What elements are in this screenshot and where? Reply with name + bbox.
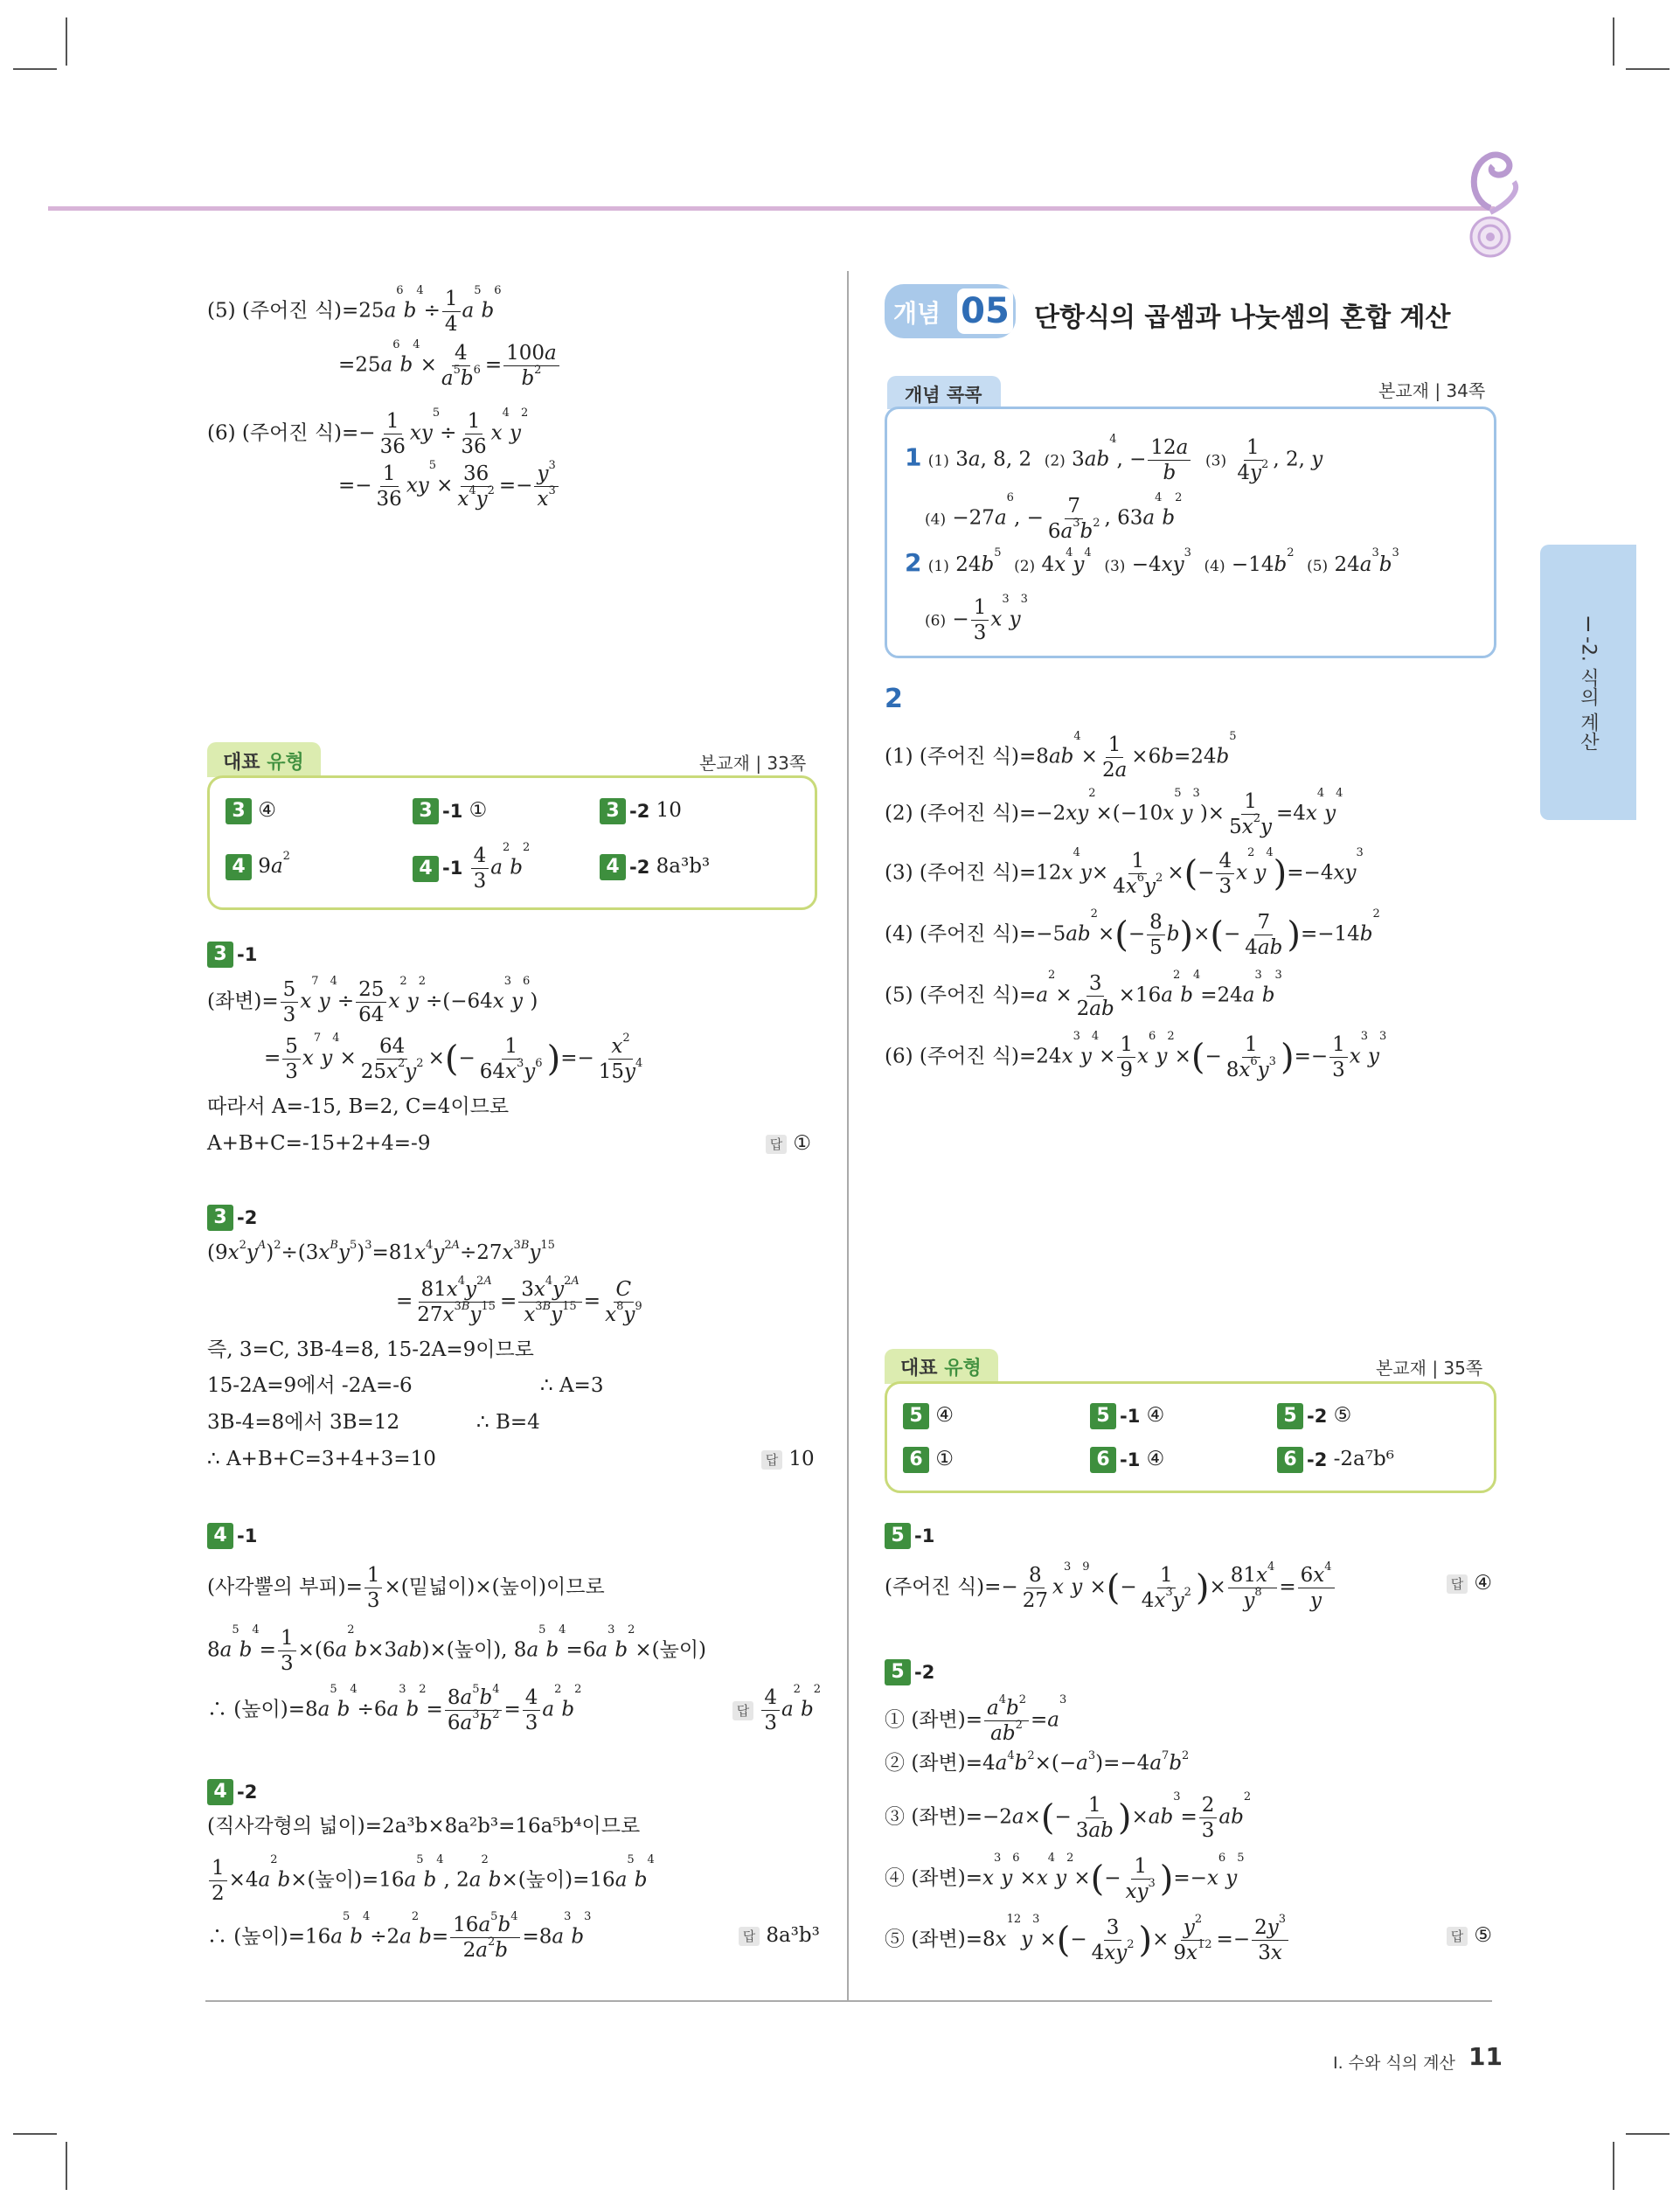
problem-4-2-line3: ∴ (높이)$=16a^5b^4\div 2a^2b=$ $\frac{16a^5b^4}{2a^2b}$ $=8a^3b^3$ [207, 1910, 592, 1963]
kokkok-title: 개념 콕콕 [905, 385, 982, 406]
problem-3-2-line3: 즉, 3=C, 3B-4=8, 15-2A=9이므로 [207, 1338, 534, 1361]
problem-3-1-answer: 답 ① [766, 1134, 811, 1154]
problem-3-2-line2: = $\frac{81x^4y^{2A}}{27x^{3B}y^{15}}$ = $\frac{3x^4y^{2A}}{x^{3B}y^{15}}$ = $\frac{C}{x^8y^9}$ [396, 1275, 642, 1327]
concept-item-2-6: (6) − $\frac{1}{3}$ $x^3y^3$ [925, 593, 1028, 645]
problem-5-2-answer: 답 ⑤ [1447, 1926, 1492, 1946]
problem-5-1-line1: (주어진 식)=− $\frac{8}{27}$ $x^3y^9\times(-$ $\frac{1}{4x^3y^2}$ )× $\frac{81x^4}{y^8}$ = $\frac{6x^4}{y}$ [885, 1565, 1336, 1611]
solution-2-5: (5) (주어진 식)$=a^2\times$ $\frac{3}{2ab}$ $\times 16a^2b^4=24a^3b^3$ [885, 969, 1282, 1021]
solution-2-2: (2) (주어진 식)$=-2xy^2\times(-10x^5y^3)\times$ $\frac{1}{5x^2y}$ $=4x^4y^4$ [885, 787, 1343, 839]
answer-6-1: 6 -1 ④ [1090, 1447, 1164, 1473]
problem-3-2-line4b: ∴ A=3 [540, 1374, 604, 1397]
problem-3-2-line4: 15-2A=9에서 -2A=-6 [207, 1374, 413, 1397]
problem-3-2-line5: 3B-4=8에서 3B=12 [207, 1411, 400, 1434]
concept-item-2: 2 (1) $24b^5$ (2) $4x^4y^4$ $(3) -4xy^3$ $(4) -14b^2$ (5) $24a^3b^3$ [905, 546, 1399, 577]
answer-4-1: 4 -1 $\frac{4}{3}$ $a^2b^2$ [413, 845, 530, 892]
answer-5-2: 5 -2 ⑤ [1277, 1403, 1351, 1429]
concept-item-1: 1 (1) 3a, 8, 2 (2) $3ab^4$, − $\frac{12a}{b}$ (3) $\frac{1}{4y^2}$ , 2, y [905, 433, 1323, 485]
problem-3-2-answer: 답 10 [761, 1449, 815, 1470]
problem-5-2-line1: ① (좌변)= $\frac{a^4b^2}{ab^2}$ $=a^3$ [885, 1693, 1067, 1746]
problem-4-2-header: 4 -2 [207, 1779, 257, 1805]
problem-5-1-header: 5 -1 [885, 1523, 934, 1549]
problem-5-2-line3: ③ (좌변)=−2a×(− $\frac{1}{3ab}$ )$\times ab^3=$ $\frac{2}{3}$ $ab^2$ [885, 1790, 1252, 1843]
problem-4-1-header: 4 -1 [207, 1523, 257, 1549]
problem-3-2-line6: ∴ A+B+C=3+4+3=10 [207, 1448, 436, 1470]
problem-4-2-line1: (직사각형의 넓이)=2a³b×8a²b³=16a⁵b⁴이므로 [207, 1815, 641, 1838]
flower-ornament-icon [1451, 147, 1530, 265]
problem-3-1-line1: (좌변)= $\frac{5}{3}$ $x^7y^4\div$ $\frac{25}{64}$ $x^2y^2\div(-64x^3y^6)$ [207, 975, 538, 1027]
answer-4-2: 4 -2 8a³b³ [600, 854, 710, 880]
page-reference-34: 본교재 | 34쪽 [1378, 380, 1486, 401]
answer-5-1: 5 -1 ④ [1090, 1403, 1164, 1429]
concept-title: 단항식의 곱셈과 나눗셈의 혼합 계산 [1034, 302, 1451, 333]
problem-3-2-header: 3 -2 [207, 1205, 257, 1231]
problem-3-2-line5b: ∴ B=4 [476, 1411, 540, 1434]
problem-5-2-line2: ② (좌변)$=4a^4b^2\times(-a^3)=-4a^7b^2$ [885, 1749, 1190, 1775]
answer-box-right [885, 1381, 1496, 1493]
page-number: 11 [1468, 2042, 1503, 2071]
answer-4: 4 $9a^2$ [226, 854, 290, 880]
page-reference-33: 본교재 | 33쪽 [699, 753, 807, 774]
problem-4-1-line1: (사각뿔의 부피)= $\frac{1}{3}$ ×(밑넓이)×(높이)이므로 [207, 1564, 605, 1613]
answer-5: 5 ④ [903, 1403, 954, 1429]
problem-4-1-line2: $8a^5b^4=$ $\frac{1}{3}$ $\times(6a^2b\times 3ab)\times$(높이), $8a^5b^4=6a^3b^2\times$(높이) [207, 1623, 707, 1676]
daepyo-title-left: 대표 유형 [223, 752, 304, 774]
solution-2-6: (6) (주어진 식)$=24x^3y^4\times$ $\frac{1}{9}$ $x^6y^2\times(-$ $\frac{1}{8x^6y^3}$ )=− $\frac{1}{3}$ $x^3y^3$ [885, 1030, 1387, 1082]
problem-5-2-header: 5 -2 [885, 1659, 934, 1685]
solution-2-1: (1) (주어진 식)$=8ab^4\times$ $\frac{1}{2a}$ $\times 6b=24b^5$ [885, 730, 1237, 782]
crop-mark [1613, 17, 1614, 66]
solution-2-3: (3) (주어진 식)$=12x^4y\times$ $\frac{1}{4x^6y^2}$ ×(− $\frac{4}{3}$ $x^2y^4)=-4xy^3$ [885, 846, 1364, 899]
problem-4-1-answer: 답 $\frac{4}{3}$ $a^2b^2$ [732, 1687, 821, 1734]
problem-5-1-answer: 답 ④ [1447, 1574, 1492, 1594]
page-reference-35: 본교재 | 35쪽 [1376, 1358, 1483, 1379]
chapter-side-tab-label: Ⅰ-2. 식의 계산 [1577, 614, 1600, 751]
problem-3-1-line3: 따라서 A=-15, B=2, C=4이므로 [207, 1095, 510, 1118]
problem-4-1-line3: ∴ (높이)$=8a^5b^4\div 6a^3b^2=$ $\frac{8a^5b^4}{6a^3b^2}$ = $\frac{4}{3}$ $a^2b^2$ [207, 1683, 582, 1735]
crop-mark [1626, 2133, 1670, 2135]
daepyo-title-right: 대표 유형 [900, 1358, 982, 1379]
section-2-heading: 2 [885, 684, 903, 714]
problem-3-1-line4: A+B+C=-15+2+4=-9 [207, 1132, 431, 1155]
answer-3-2: 3 -2 10 [600, 798, 682, 824]
crop-mark [13, 2133, 57, 2135]
crop-mark [13, 68, 57, 70]
bottom-rule [205, 2000, 1492, 2002]
concept-badge-label: 개념 [893, 299, 941, 328]
column-divider [847, 271, 849, 2002]
footer-chapter: Ⅰ. 수와 식의 계산 [1333, 2054, 1455, 2073]
crop-mark [66, 2142, 67, 2190]
concept-number: 05 [957, 288, 1013, 334]
crop-mark [66, 17, 67, 66]
problem-3-1-line2: = $\frac{5}{3}$ $x^7y^4\times$ $\frac{64}{25x^2y^2}$ ×(− $\frac{1}{64x^3y^6}$ )=− $\frac{x^2}{15y^4}$ [264, 1032, 643, 1084]
answer-3-1: 3 -1 ① [413, 798, 487, 824]
concept-item-1-4: $(4) -27a^6$, − $\frac{7}{6a^3b^2}$ , $63a^4b^2$ [925, 491, 1183, 544]
solution-2-4: (4) (주어진 식)$=-5ab^2\times(-$ $\frac{8}{5}$ b)×(− $\frac{7}{4ab}$ )$=-14b^2$ [885, 907, 1380, 960]
problem-3-2-line1: $(9x^2y^A)^2\div(3x^By^5)^3=81x^4y^{2A}\div 27x^{3B}y^{15}$ [207, 1239, 555, 1264]
problem-5-2-line5: ⑤ (좌변)$=8x^{12}y^3\times(-$ $\frac{3}{4xy^2}$ )× $\frac{y^2}{9x^{12}}$ =− $\frac{2y^3}{3x}$ [885, 1917, 1290, 1963]
answer-3: 3 ④ [226, 798, 276, 824]
problem-4-2-line2: $\frac{1}{2}$ $\times 4a^2b\times$(높이)$=16a^5b^4$, $2a^2b\times$(높이)$=16a^5b^4$ [207, 1858, 655, 1904]
crop-mark [1613, 2142, 1614, 2190]
answer-6-2: 6 -2 -2a⁷b⁶ [1277, 1447, 1394, 1473]
header-rule [48, 206, 1495, 211]
problem-5-2-line4: ④ (좌변)$=x^3y^6\times x^4y^2\times(-$ $\frac{1}{xy^3}$ )$=-x^6y^5$ [885, 1852, 1245, 1904]
crop-mark [1626, 68, 1670, 70]
answer-6: 6 ① [903, 1447, 954, 1473]
problem-4-2-answer: 답 8a³b³ [739, 1926, 820, 1946]
problem-3-1-header: 3 -1 [207, 942, 257, 968]
